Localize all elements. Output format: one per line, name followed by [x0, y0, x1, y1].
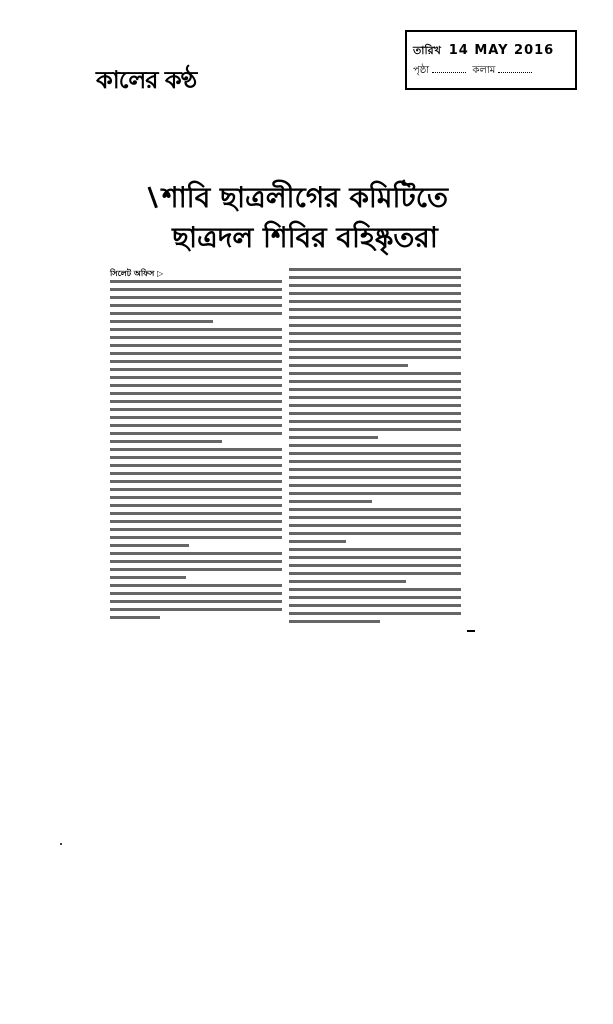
- body-text-line: [289, 428, 461, 431]
- body-text-line: [289, 436, 378, 439]
- scan-speck: [60, 843, 62, 845]
- body-text-line: [110, 432, 282, 435]
- date-value: 14 MAY 2016: [448, 43, 555, 58]
- body-text-line: [110, 568, 282, 571]
- body-text-line: [289, 308, 461, 311]
- body-text-line: [110, 600, 282, 603]
- body-text-line: [110, 472, 282, 475]
- body-text-line: [110, 520, 282, 523]
- body-text-line: [289, 412, 461, 415]
- stamp-page-row: [413, 63, 535, 80]
- body-text-line: [110, 400, 282, 403]
- body-text-line: [289, 492, 461, 495]
- body-text-line: [289, 620, 380, 623]
- body-text-line: [110, 536, 282, 539]
- body-text-line: [110, 552, 282, 555]
- body-text-line: [289, 284, 461, 287]
- body-text-line: [110, 408, 282, 411]
- body-text-line: [289, 276, 461, 279]
- body-text-line: [110, 480, 282, 483]
- body-text-line: [110, 616, 160, 619]
- body-text-line: [110, 456, 282, 459]
- page-label: পৃষ্ঠা: [413, 65, 430, 76]
- body-text-line: [110, 280, 282, 283]
- body-text-line: [110, 424, 282, 427]
- body-text-line: [289, 596, 461, 599]
- body-text-line: [289, 540, 346, 543]
- body-text-line: [289, 556, 461, 559]
- body-text-line: [289, 324, 461, 327]
- body-text-line: [110, 496, 282, 499]
- body-text-line: [110, 392, 282, 395]
- body-text-line: [289, 444, 461, 447]
- body-text-line: [289, 364, 408, 367]
- body-text-line: [289, 524, 461, 527]
- body-text-line: [110, 448, 282, 451]
- body-text-line: [110, 304, 282, 307]
- body-text-line: [289, 476, 461, 479]
- body-text-line: [289, 268, 461, 271]
- body-text-line: [110, 360, 282, 363]
- body-text-line: [110, 576, 186, 579]
- stamp-date-row: [413, 42, 554, 61]
- body-text-line: [110, 336, 282, 339]
- body-text-line: [289, 300, 461, 303]
- body-text-line: [289, 396, 461, 399]
- body-text-line: [289, 292, 461, 295]
- body-text-line: [110, 504, 282, 507]
- body-text-line: [289, 380, 461, 383]
- body-text-line: [110, 440, 222, 443]
- newspaper-masthead: কালের কণ্ঠ: [96, 66, 197, 94]
- body-text-line: [289, 532, 461, 535]
- headline-line-2: ছাত্রদল শিবির বহিষ্কৃতরা: [172, 221, 438, 254]
- body-text-line: [110, 328, 282, 331]
- body-text-line: [289, 572, 461, 575]
- body-text-line: [289, 372, 461, 375]
- body-text-line: [110, 608, 282, 611]
- body-text-line: [289, 332, 461, 335]
- body-text-line: [289, 316, 461, 319]
- body-text-line: [289, 404, 461, 407]
- body-text-line: [289, 388, 461, 391]
- body-text-line: [110, 296, 282, 299]
- body-text-line: [289, 500, 372, 503]
- body-text-line: [289, 548, 461, 551]
- article-column-right: [289, 268, 461, 628]
- body-text-line: [289, 348, 461, 351]
- body-text-line: [110, 528, 282, 531]
- date-label: তারিখ: [413, 44, 441, 57]
- body-text-line: [110, 368, 282, 371]
- clipping-date-stamp: [405, 30, 577, 90]
- body-text-line: [110, 512, 282, 515]
- body-text-line: [110, 376, 282, 379]
- body-text-line: [110, 592, 282, 595]
- body-text-line: [289, 604, 461, 607]
- body-text-line: [110, 320, 213, 323]
- body-text-line: [289, 420, 461, 423]
- body-text-line: [289, 468, 461, 471]
- column-label: কলাম: [472, 65, 496, 76]
- body-text-line: [110, 544, 189, 547]
- body-text-line: [110, 312, 282, 315]
- headline-line-1: শাবি ছাত্রলীগের কমিটিতে: [162, 181, 448, 214]
- article-column-left: [110, 280, 282, 624]
- body-text-line: [110, 488, 282, 491]
- body-text-line: [289, 484, 461, 487]
- end-mark: [467, 630, 475, 632]
- body-text-line: [110, 344, 282, 347]
- body-text-line: [110, 560, 282, 563]
- body-text-line: [110, 416, 282, 419]
- body-text-line: [289, 508, 461, 511]
- body-text-line: [110, 584, 282, 587]
- body-text-line: [110, 464, 282, 467]
- byline: সিলেট অফিস ▷: [110, 269, 164, 278]
- body-text-line: [110, 384, 282, 387]
- body-text-line: [110, 352, 282, 355]
- body-text-line: [289, 580, 406, 583]
- body-text-line: [289, 588, 461, 591]
- body-text-line: [289, 612, 461, 615]
- body-text-line: [289, 564, 461, 567]
- body-text-line: [289, 460, 461, 463]
- body-text-line: [289, 452, 461, 455]
- body-text-line: [110, 288, 282, 291]
- body-text-line: [289, 340, 461, 343]
- body-text-line: [289, 516, 461, 519]
- body-text-line: [289, 356, 461, 359]
